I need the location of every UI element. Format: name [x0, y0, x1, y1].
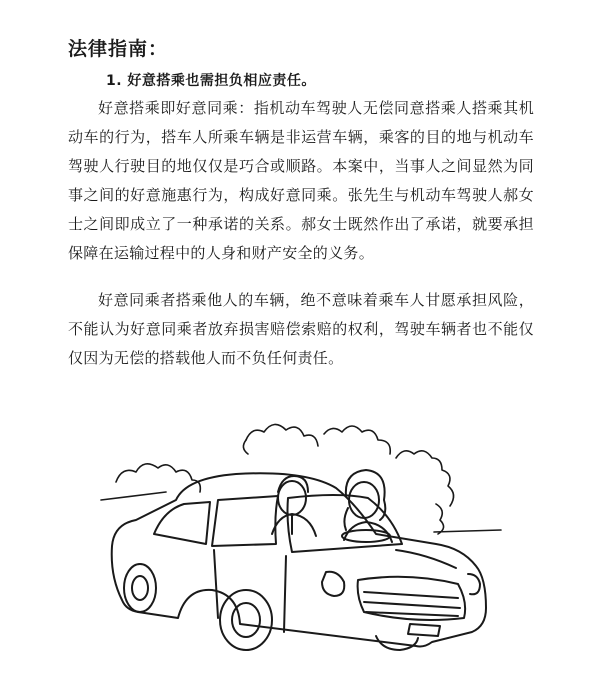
front-wheel-icon: [220, 590, 272, 650]
section-heading: 1. 好意搭乘也需担负相应责任。: [106, 73, 316, 89]
car-body-icon: [112, 473, 486, 646]
car-illustration-icon: [96, 400, 506, 670]
driver-icon: [342, 470, 392, 542]
paragraph-liability: 好意同乘者搭乘他人的车辆，绝不意味着乘车人甘愿承担风险，不能认为好意同乘者放弃损害赔偿索赔的权利，驾驶车辆者也不能仅仅因为无偿的搭载他人而不负任何责任。: [68, 291, 534, 367]
paragraph-definition: 好意搭乘即好意同乘：指机动车驾驶人无偿同意搭乘人搭乘其机动车的行为，搭车人所乘车辆是非运营车辆，乘客的目的地与机动车驾驶人行驶目的地仅仅是巧合或顺路。本案中，当事人之间显然为同事之间的好意施惠行为，构成好意同乘。张先生与机动车驾驶人郝女士之间即成立了一种承诺的关系。郝女士既然作出了承诺，就要承担保障在运输过程中的人身和财产安全的义务。: [68, 99, 534, 262]
passenger-icon: [272, 476, 316, 536]
rear-wheel-icon: [124, 564, 156, 612]
page-title: 法律指南：: [68, 38, 169, 60]
